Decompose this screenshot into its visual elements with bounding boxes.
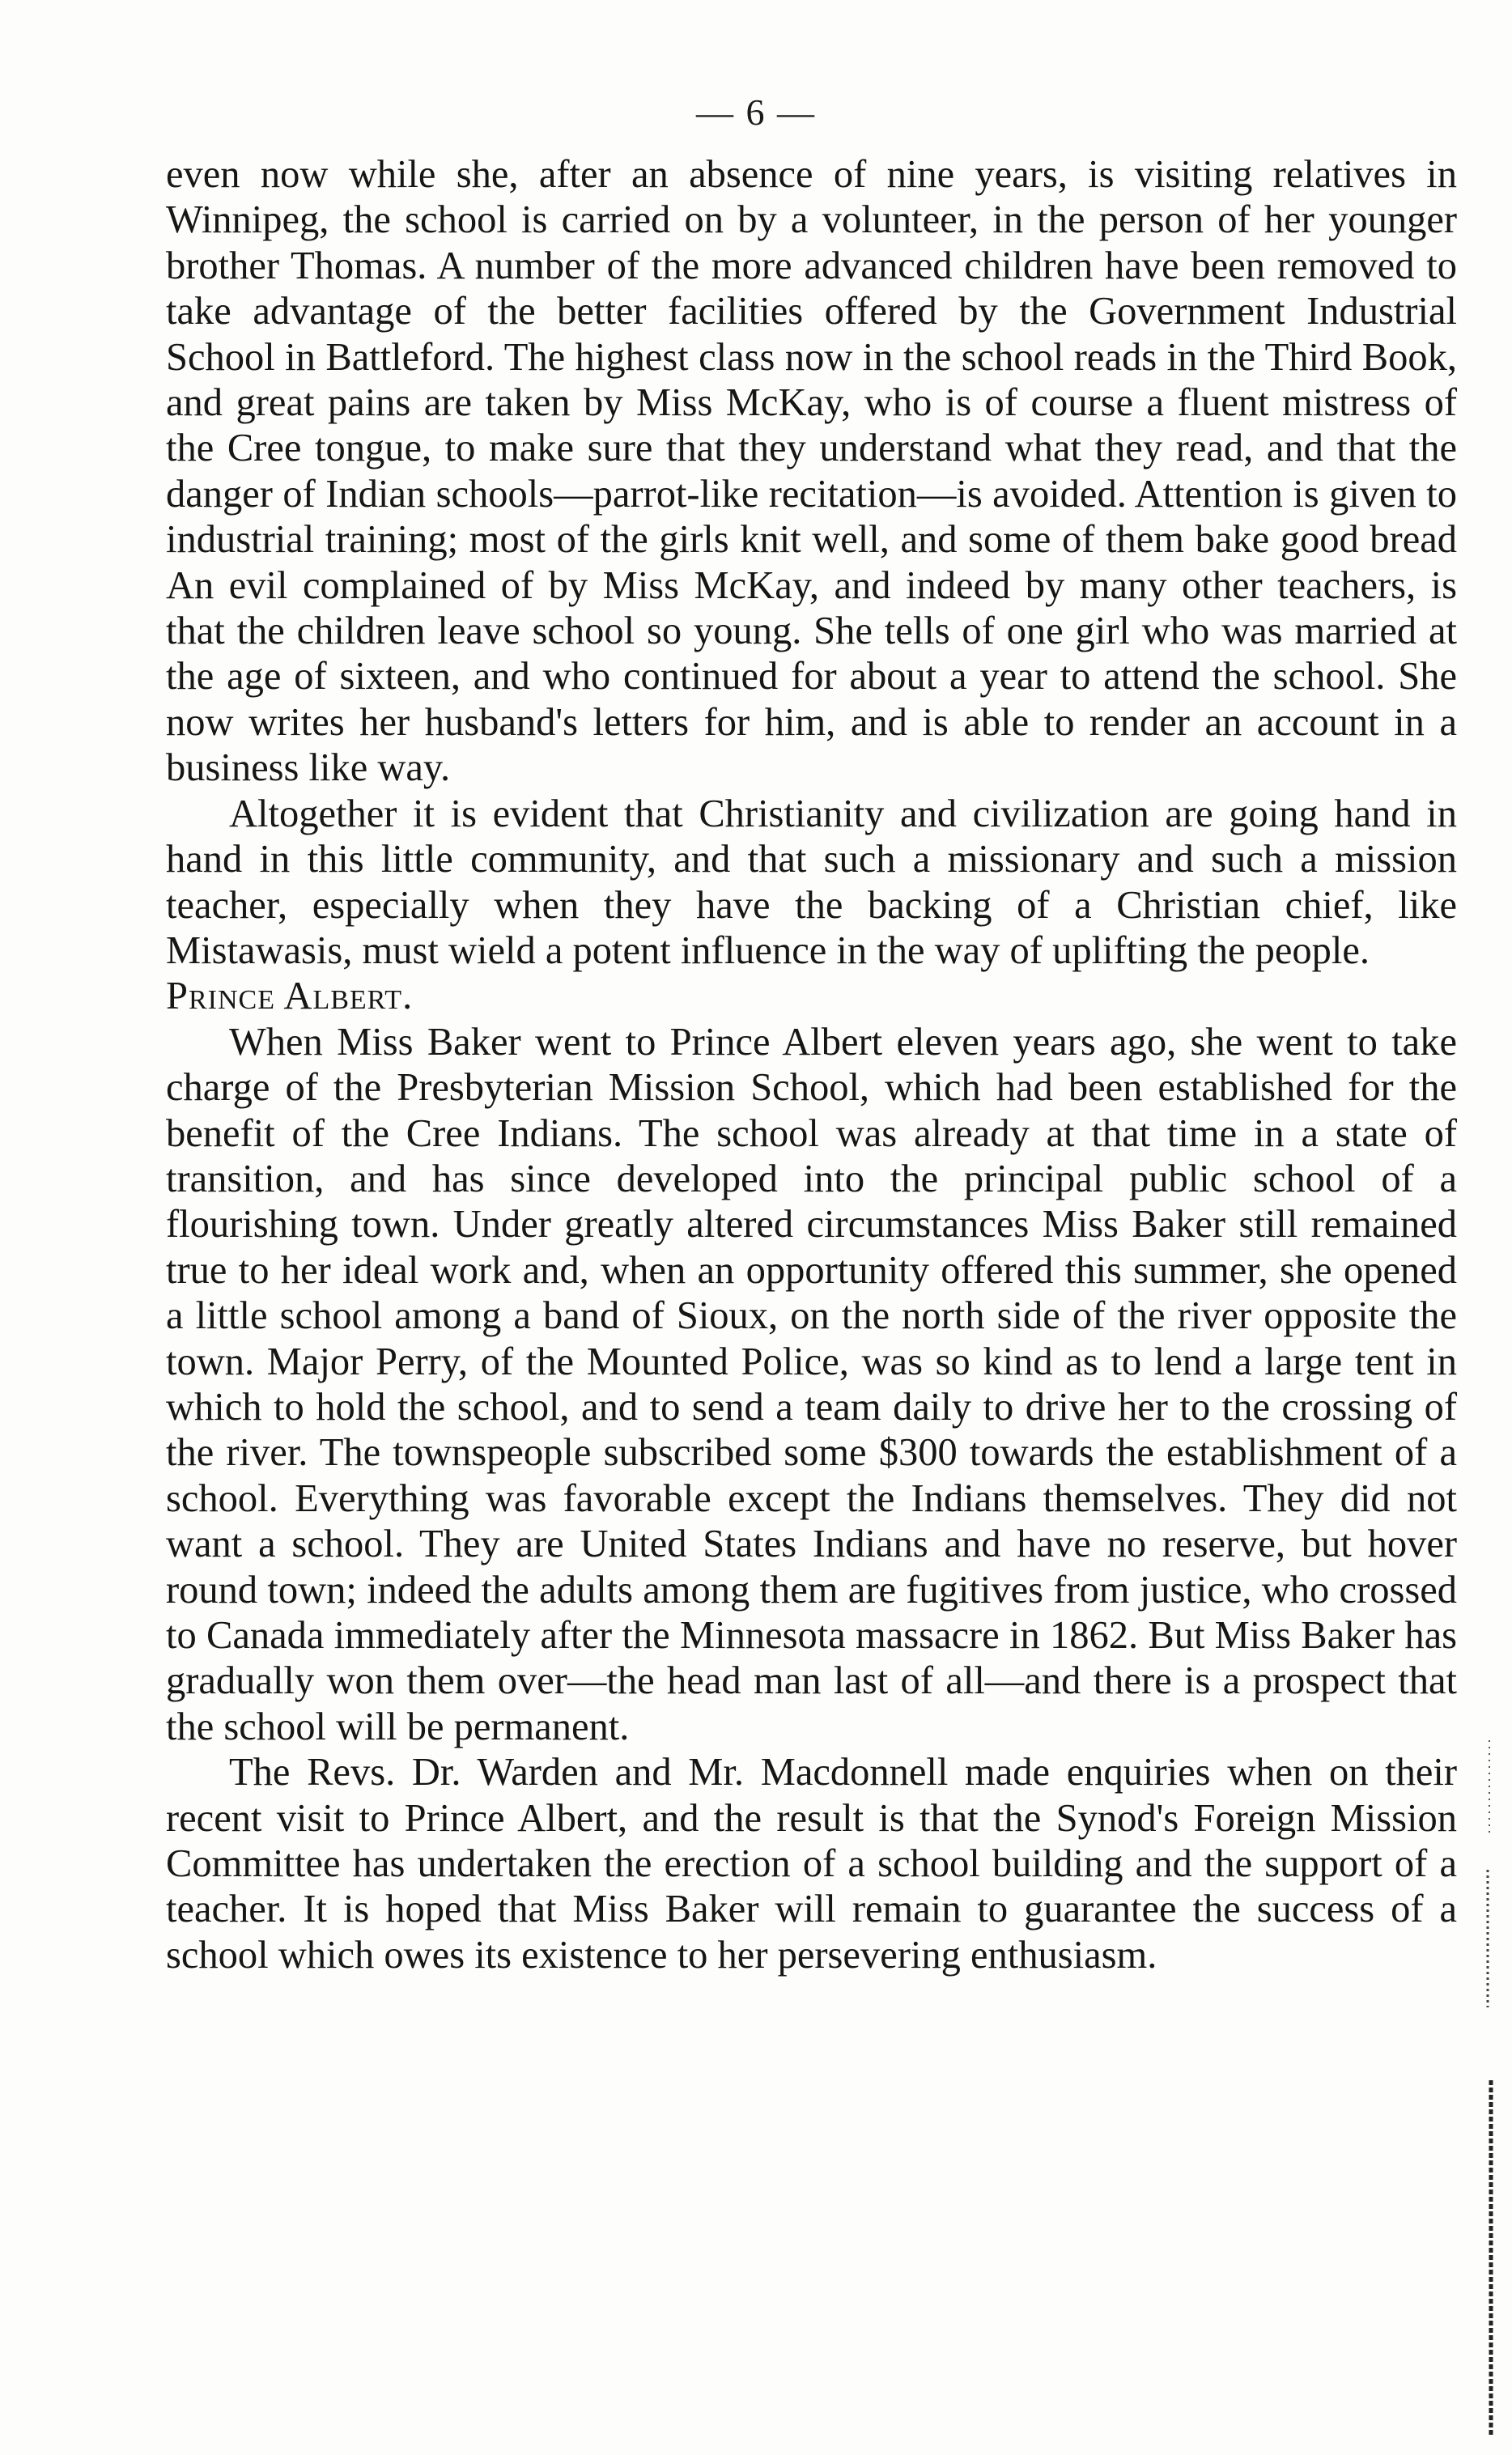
paragraph-miss-baker: When Miss Baker went to Prince Albert eleven years ago, she went to take charge of the Presbyterian Mission School, which had been established for the benefit of the Cree Indians. The school was already at that time in a state of transition, and has since developed into the principal public school of a flourishing town. Under greatly altered circumstances Miss Baker still remained true to her ideal work and, when an opportunity offered this summer, she opened a little school among a band of Sioux, on the north side of the river opposite the town. Major Perry, of the Mounted Police, was so kind as to lend a large tent in which to hold the school, and to send a team daily to drive her to the crossing of the river. The townspeople subscribed some $300 towards the establishment of a school. Everything was favorable except the Indians themselves. They did not want a school. They are United States Indians and have no reserve, but hover round town; indeed the adults among them are fugitives from justice, who crossed to Canada immediately after the Minnesota massacre in 1862. But Miss Baker has gradually won them over—the head man last of all—and there is a prospect that the school will be permanent. [166,1020,1457,1748]
section-heading-prince-albert: Prince Albert. [166,975,414,1018]
paragraph-continued: even now while she, after an absence of nine years, is visiting relatives in Winnipeg, the school is carried on by a volunteer, in the person of her younger brother Thomas. A number of the more advanced children have been removed to take advantage of the better facilities offered by the Government Industrial School in Battleford. The highest class now in the school reads in the Third Book, and great pains are taken by Miss McKay, who is of course a fluent mistress of the Cree tongue, to make sure that they understand what they read, and that the danger of Indian schools—parrot-like recitation—is avoided. Attention is given to industrial training; most of the girls knit well, and some of them bake good bread An evil complained of by Miss McKay, and indeed by many other teachers, is that the children leave school so young. She tells of one girl who was married at the age of sixteen, and who continued for about a year to attend the school. She now writes her husband's letters for him, and is able to render an account in a business like way. [166,153,1457,790]
paragraph-altogether: Altogether it is evident that Christianity and civilization are going hand in hand in this little community, and that such a missionary and such a mission teacher, especially when they have the backing of a Christian chief, like Mistawasis, must wield a potent influence in the way of uplifting the people. [166,792,1457,972]
paragraph-revs-warden: The Revs. Dr. Warden and Mr. Macdonnell made enquiries when on their recent visit to Prince Albert, and the result is that the Synod's Foreign Mission Committee has undertaken the erection of a school building and the support of a teacher. It is hoped that Miss Baker will remain to guarantee the success of a school which owes its existence to her persevering enthusiasm. [166,1751,1457,1977]
page-number: — 6 — [696,91,816,133]
scan-edge-marks [1480,1740,1497,2436]
body-text [166,152,1457,1978]
